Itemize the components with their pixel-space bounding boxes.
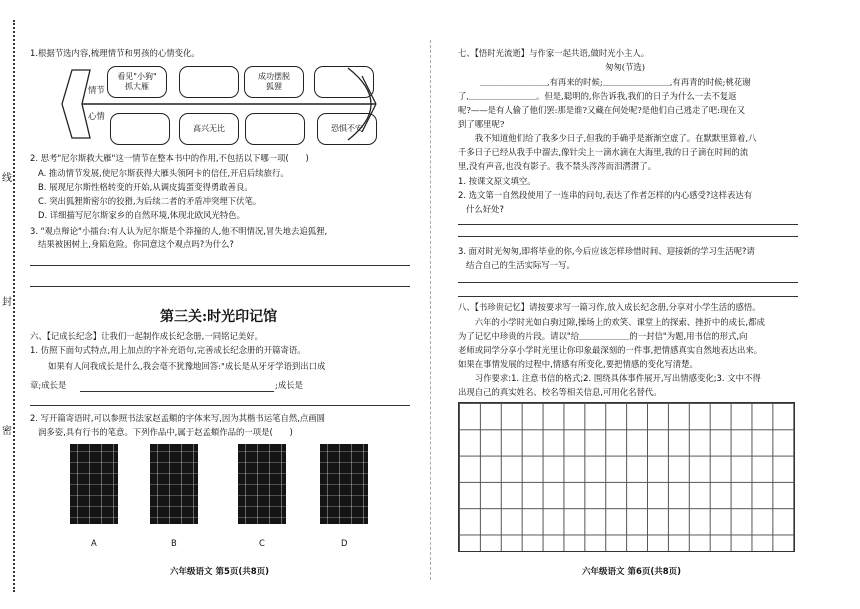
calligraphy-b[interactable] xyxy=(150,444,198,524)
binding-label-bot: 密 xyxy=(2,426,12,437)
answer-line-r3-1[interactable] xyxy=(458,282,798,283)
s6-q1: 1. 仿照下面句式特点,用上加点的字补充语句,完善成长纪念册的开篇寄语。 xyxy=(30,345,306,355)
right-q2-line2: 什么好处? xyxy=(466,204,504,214)
s6-q1-line1: 如果有人问我成长是什么,我会毫不犹豫地回答:"成长是从牙牙学语到出口成 xyxy=(48,361,326,371)
answer-line-q3-2[interactable] xyxy=(30,286,410,287)
mood-box-4: 恐惧不安 xyxy=(317,113,377,145)
mood-box-3[interactable] xyxy=(245,113,305,145)
calligraphy-label-d: D xyxy=(341,538,348,548)
passage-title: 匆匆(节选) xyxy=(605,62,646,72)
s8-body-1: 六年的小学时光如白驹过隙,操场上的欢笑、课堂上的探索、挫折中的成长,都成 xyxy=(458,317,765,327)
answer-line-s6-2[interactable] xyxy=(30,405,410,406)
s6-heading: 六、【记成长纪念】让我们一起制作成长纪念册,一同铭记美好。 xyxy=(30,331,263,341)
calligraphy-a[interactable] xyxy=(70,444,118,524)
passage-line-4: 到了哪里呢? xyxy=(458,119,505,129)
s6-q2-line2: 润多姿,具有行书的笔意。下列作品中,属于赵孟頫作品的一项是( ) xyxy=(38,427,293,437)
answer-line-r3-2[interactable] xyxy=(458,296,798,297)
s8-heading: 八、【书珍贵记忆】请按要求写一篇习作,放入成长纪念册,分享对小学生活的感悟。 xyxy=(458,302,761,312)
s8-body-4: 如果在事情发展的过程中,情感有所变化,要把情感的变化写清楚。 xyxy=(458,359,698,369)
s7-heading: 七、【悟时光流逝】与作家一起共语,做时光小主人。 xyxy=(458,48,650,58)
plot-box-2[interactable] xyxy=(179,66,239,98)
s8-body-3: 老师或同学分享小学时光里让你印象最深刻的一件事,把情感真实自然地表达出来。 xyxy=(458,345,763,355)
right-q2-line1: 2. 选文第一自然段使用了一连串的问句,表达了作者怎样的内心感受?这样表达有 xyxy=(458,190,753,200)
calligraphy-c[interactable] xyxy=(238,444,286,524)
left-q2-option-a[interactable]: A. 推动情节发展,使尼尔斯获得大雁头领阿卡的信任,开启后续旅行。 xyxy=(38,168,289,178)
passage-line-5: 我不知道他们给了我多少日子,但我的手确乎是渐渐空虚了。在默默里算着,八 xyxy=(458,133,757,143)
left-q2-option-c[interactable]: C. 突出狐狸斯密尔的狡猾,为后续二者的矛盾冲突埋下伏笔。 xyxy=(38,196,262,206)
left-q1: 1.根据节选内容,梳理情节和男孩的心情变化。 xyxy=(30,48,200,58)
right-footer: 六年级语文 第6页(共8页) xyxy=(582,567,682,577)
mood-box-1[interactable] xyxy=(110,113,170,145)
right-q3-line1: 3. 面对时光匆匆,即将毕业的你,今后应该怎样珍惜时间、迎接新的学习生活呢?请 xyxy=(458,246,755,256)
left-q2-option-b[interactable]: B. 展现尼尔斯性格转变的开始,从调皮捣蛋变得勇敢善良。 xyxy=(38,182,253,192)
passage-line-6: 千多日子已经从我手中溜去,像针尖上一滴水滴在大海里,我的日子滴在时间的流 xyxy=(458,147,749,157)
binding-dotted-line xyxy=(13,20,15,592)
row-label-plot: 情节 xyxy=(88,85,105,95)
passage-line-7: 里,没有声音,也没有影子。我不禁头涔涔而泪潸潸了。 xyxy=(458,161,656,171)
left-q3-line1: 3. "观点辩论"小擂台:有人认为尼尔斯是个莽撞的人,他不明情况,冒失地去追狐狸, xyxy=(30,226,328,236)
row-label-mood: 心情 xyxy=(88,111,105,121)
mood-box-2: 高兴无比 xyxy=(179,113,239,145)
writing-grid[interactable] xyxy=(458,402,795,552)
calligraphy-label-b: B xyxy=(171,538,177,548)
calligraphy-d[interactable] xyxy=(320,444,368,524)
left-q2-stem: 2. 思考"尼尔斯救大雁"这一情节在整本书中的作用,不包括以下哪一项( ) xyxy=(30,153,309,163)
s8-body-6: 出现自己的真实姓名、校名等相关信息,可用化名替代。 xyxy=(458,387,662,397)
section-title: 第三关:时光印记馆 xyxy=(160,309,278,325)
calligraphy-label-a: A xyxy=(91,538,97,548)
binding-label-mid: 封 xyxy=(2,297,12,308)
left-footer: 六年级语文 第5页(共8页) xyxy=(170,567,270,577)
page-divider xyxy=(430,40,431,580)
binding-label-top: 线 xyxy=(2,173,12,184)
answer-line-s6-1[interactable] xyxy=(80,391,274,392)
answer-line-q3-1[interactable] xyxy=(30,265,410,266)
calligraphy-label-c: C xyxy=(259,538,265,548)
s6-q1-line2b: ;成长是 xyxy=(275,380,303,390)
s6-q2-line1: 2. 写开篇寄语时,可以参照书法家赵孟頫的字体来写,因为其楷书运笔自然,点画圆 xyxy=(30,413,326,423)
passage-line-3: 呢?——是有人偷了他们罢:那是谁?又藏在何处呢?是他们自己逃走了吧:现在又 xyxy=(458,105,746,115)
s8-body-2: 为了记忆中珍贵的片段。请以"给＿＿＿＿＿＿的一封信"为题,用书信的形式,向 xyxy=(458,331,748,341)
passage-line-1: ＿＿＿＿＿＿＿＿,有再来的时候;＿＿＿＿＿＿＿＿,有再青的时候;桃花谢 xyxy=(480,77,751,87)
answer-line-r2-2[interactable] xyxy=(458,236,798,237)
s6-q1-line2a: 章;成长是 xyxy=(30,380,67,390)
s8-body-5: 习作要求:1. 注意书信的格式;2. 围绕具体事件展开,写出情感变化;3. 文中不得 xyxy=(458,373,761,383)
plot-box-1: 看见"小狗" 抓大雁 xyxy=(107,66,167,98)
plot-box-3: 成功摆脱 狐狸 xyxy=(244,66,304,98)
left-q2-option-d[interactable]: D. 详细描写尼尔斯家乡的自然环境,体现北欧风光特色。 xyxy=(38,210,246,220)
left-q3-line2: 结果被困树上,身陷危险。你同意这个观点吗?为什么? xyxy=(38,239,234,249)
right-q1: 1. 按课文原文填空。 xyxy=(458,176,536,186)
right-q3-line2: 结合自己的生活实际写一写。 xyxy=(466,260,575,270)
passage-line-2: 了,＿＿＿＿＿＿＿＿。但是,聪明的,你告诉我,我们的日子为什么一去不复返 xyxy=(458,91,737,101)
answer-line-r2-1[interactable] xyxy=(458,224,798,225)
plot-box-4[interactable] xyxy=(314,66,374,98)
